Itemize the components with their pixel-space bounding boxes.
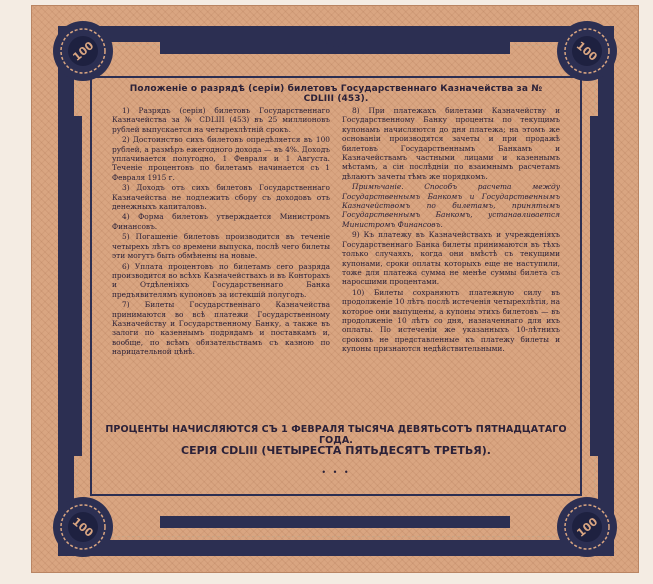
clause-paragraph: 2) Достоинство сихъ билетовъ опредѣляется въ 100 рублей, а размѣръ ежегодного дохода — въ 4%. Доходъ уплачивается полугодно, 1 Февраля и 1 Августа. Теченіе процентовъ по билетамъ начинается съ 1 Февраля 1915 г. bbox=[112, 135, 330, 182]
corner-denomination: 100 bbox=[69, 515, 96, 540]
corner-denomination: 100 bbox=[70, 39, 97, 64]
note-paragraph: Примѣчаніе. Способъ расчета между Государственнымъ Банкомъ и Государственнымъ Казначействомъ по билетамъ, принятымъ Государственнымъ Банкомъ, устанавливается Министромъ Финансовъ. bbox=[342, 182, 560, 229]
corner-rosette-bottom-left bbox=[48, 492, 118, 562]
corner-denomination: 100 bbox=[573, 39, 600, 64]
clause-paragraph: 5) Погашеніе билетовъ производится въ теченіе четырехъ лѣтъ со времени выпуска, послѣ чего билеты эти могутъ быть обмѣнены на новые. bbox=[112, 232, 330, 261]
bond-paper bbox=[32, 6, 638, 572]
ornament-band-right bbox=[590, 116, 600, 456]
ornament-band-bottom bbox=[160, 516, 510, 528]
clause-paragraph: 9) Къ платежу въ Казначействахъ и учрежденіяхъ Государственнаго Банка билеты принимаются въ тѣхъ только случаяхъ, когда они вмѣстѣ съ текущими купонами, сроки оплаты которыхъ еще не наступили, тоже для платежа сумма не менѣе суммы билета съ наросшими процентами. bbox=[342, 230, 560, 287]
right-column bbox=[342, 106, 560, 355]
clause-paragraph: 10) Билеты сохраняютъ платежную силу въ продолженіе 10 лѣтъ послѣ истеченія четырехлѣтія, на которое они выпущены, а купоны этихъ билетовъ — въ продолженіе 10 лѣтъ со дня, назначеннаго для ихъ оплаты. По истеченіи же указанныхъ 10-лѣтнихъ сроковъ не представленные къ платежу билеты и купоны признаются недѣйствительными. bbox=[342, 287, 560, 354]
clause-paragraph: 4) Форма билетовъ утверждается Министромъ Финансовъ. bbox=[112, 212, 330, 231]
corner-denomination: 100 bbox=[574, 515, 601, 540]
clause-paragraph: 6) Уплата процентовъ по билетамъ сего разряда производится во всѣхъ Казначействахъ и въ Конторахъ и Отдѣленіяхъ Государственнаго Банка предъявителямъ купоновъ за истекшій полугодъ. bbox=[112, 261, 330, 299]
left-column bbox=[112, 106, 330, 358]
interest-accrual-line: ПРОЦЕНТЫ НАЧИСЛЯЮТСЯ СЪ 1 ФЕВРАЛЯ ТЫСЯЧА ДЕВЯТЬСОТЪ ПЯТНАДЦАТАГО ГОДА. bbox=[105, 424, 567, 446]
series-line: СЕРІЯ CDLIII (ЧЕТЫРЕСТА ПЯТЬДЕСЯТЪ ТРЕТЬЯ). bbox=[181, 444, 491, 457]
ornament-dots: • • • bbox=[321, 468, 351, 477]
clause-paragraph: 8) При платежахъ билетами Казначейству и Государственному Банку проценты по текущимъ купонамъ начисляются до дня платежа; на этомъ же основаніи производятся зачеты и при продажѣ билетовъ Государственнымъ Банкамъ и Казначействамъ частными лицами и казеннымъ мѣстамъ, а сін послѣдніи по взаимнымъ расчетамъ дѣлаютъ зачеты тѣмъ же порядкомъ. bbox=[342, 106, 560, 181]
clause-paragraph: 7) Билеты Государственнаго Казначейства принимаются во всѣ платежи Государственному Казначейству и Государственному Банку, а также въ залоги по казеннымъ подрядамъ и поставкамъ и, вообще, по всѣмъ обязательствамъ съ казною по нарицательной цѣнѣ. bbox=[112, 300, 330, 357]
regulations-text-block bbox=[90, 76, 582, 496]
top-fleur-ornament bbox=[322, 24, 350, 54]
corner-rosette-bottom-right bbox=[552, 492, 622, 562]
clause-paragraph: 3) Доходъ отъ сихъ билетовъ Государственнаго Казначейства не подлежитъ сбору съ доходовъ отъ денежныхъ капиталовъ. bbox=[112, 183, 330, 212]
clause-paragraph: 1) Разрядъ (серія) билетовъ Государственнаго Казначейства за № CDLIII (453) въ 25 миллионовъ рублей выпускается на четырехлѣтній срокъ. bbox=[112, 106, 330, 134]
ornament-band-left bbox=[72, 116, 82, 456]
regulations-heading: Положеніе о разрядѣ (серіи) билетовъ Государственнаго Казначейства за № CDLIII (453). bbox=[129, 84, 543, 104]
